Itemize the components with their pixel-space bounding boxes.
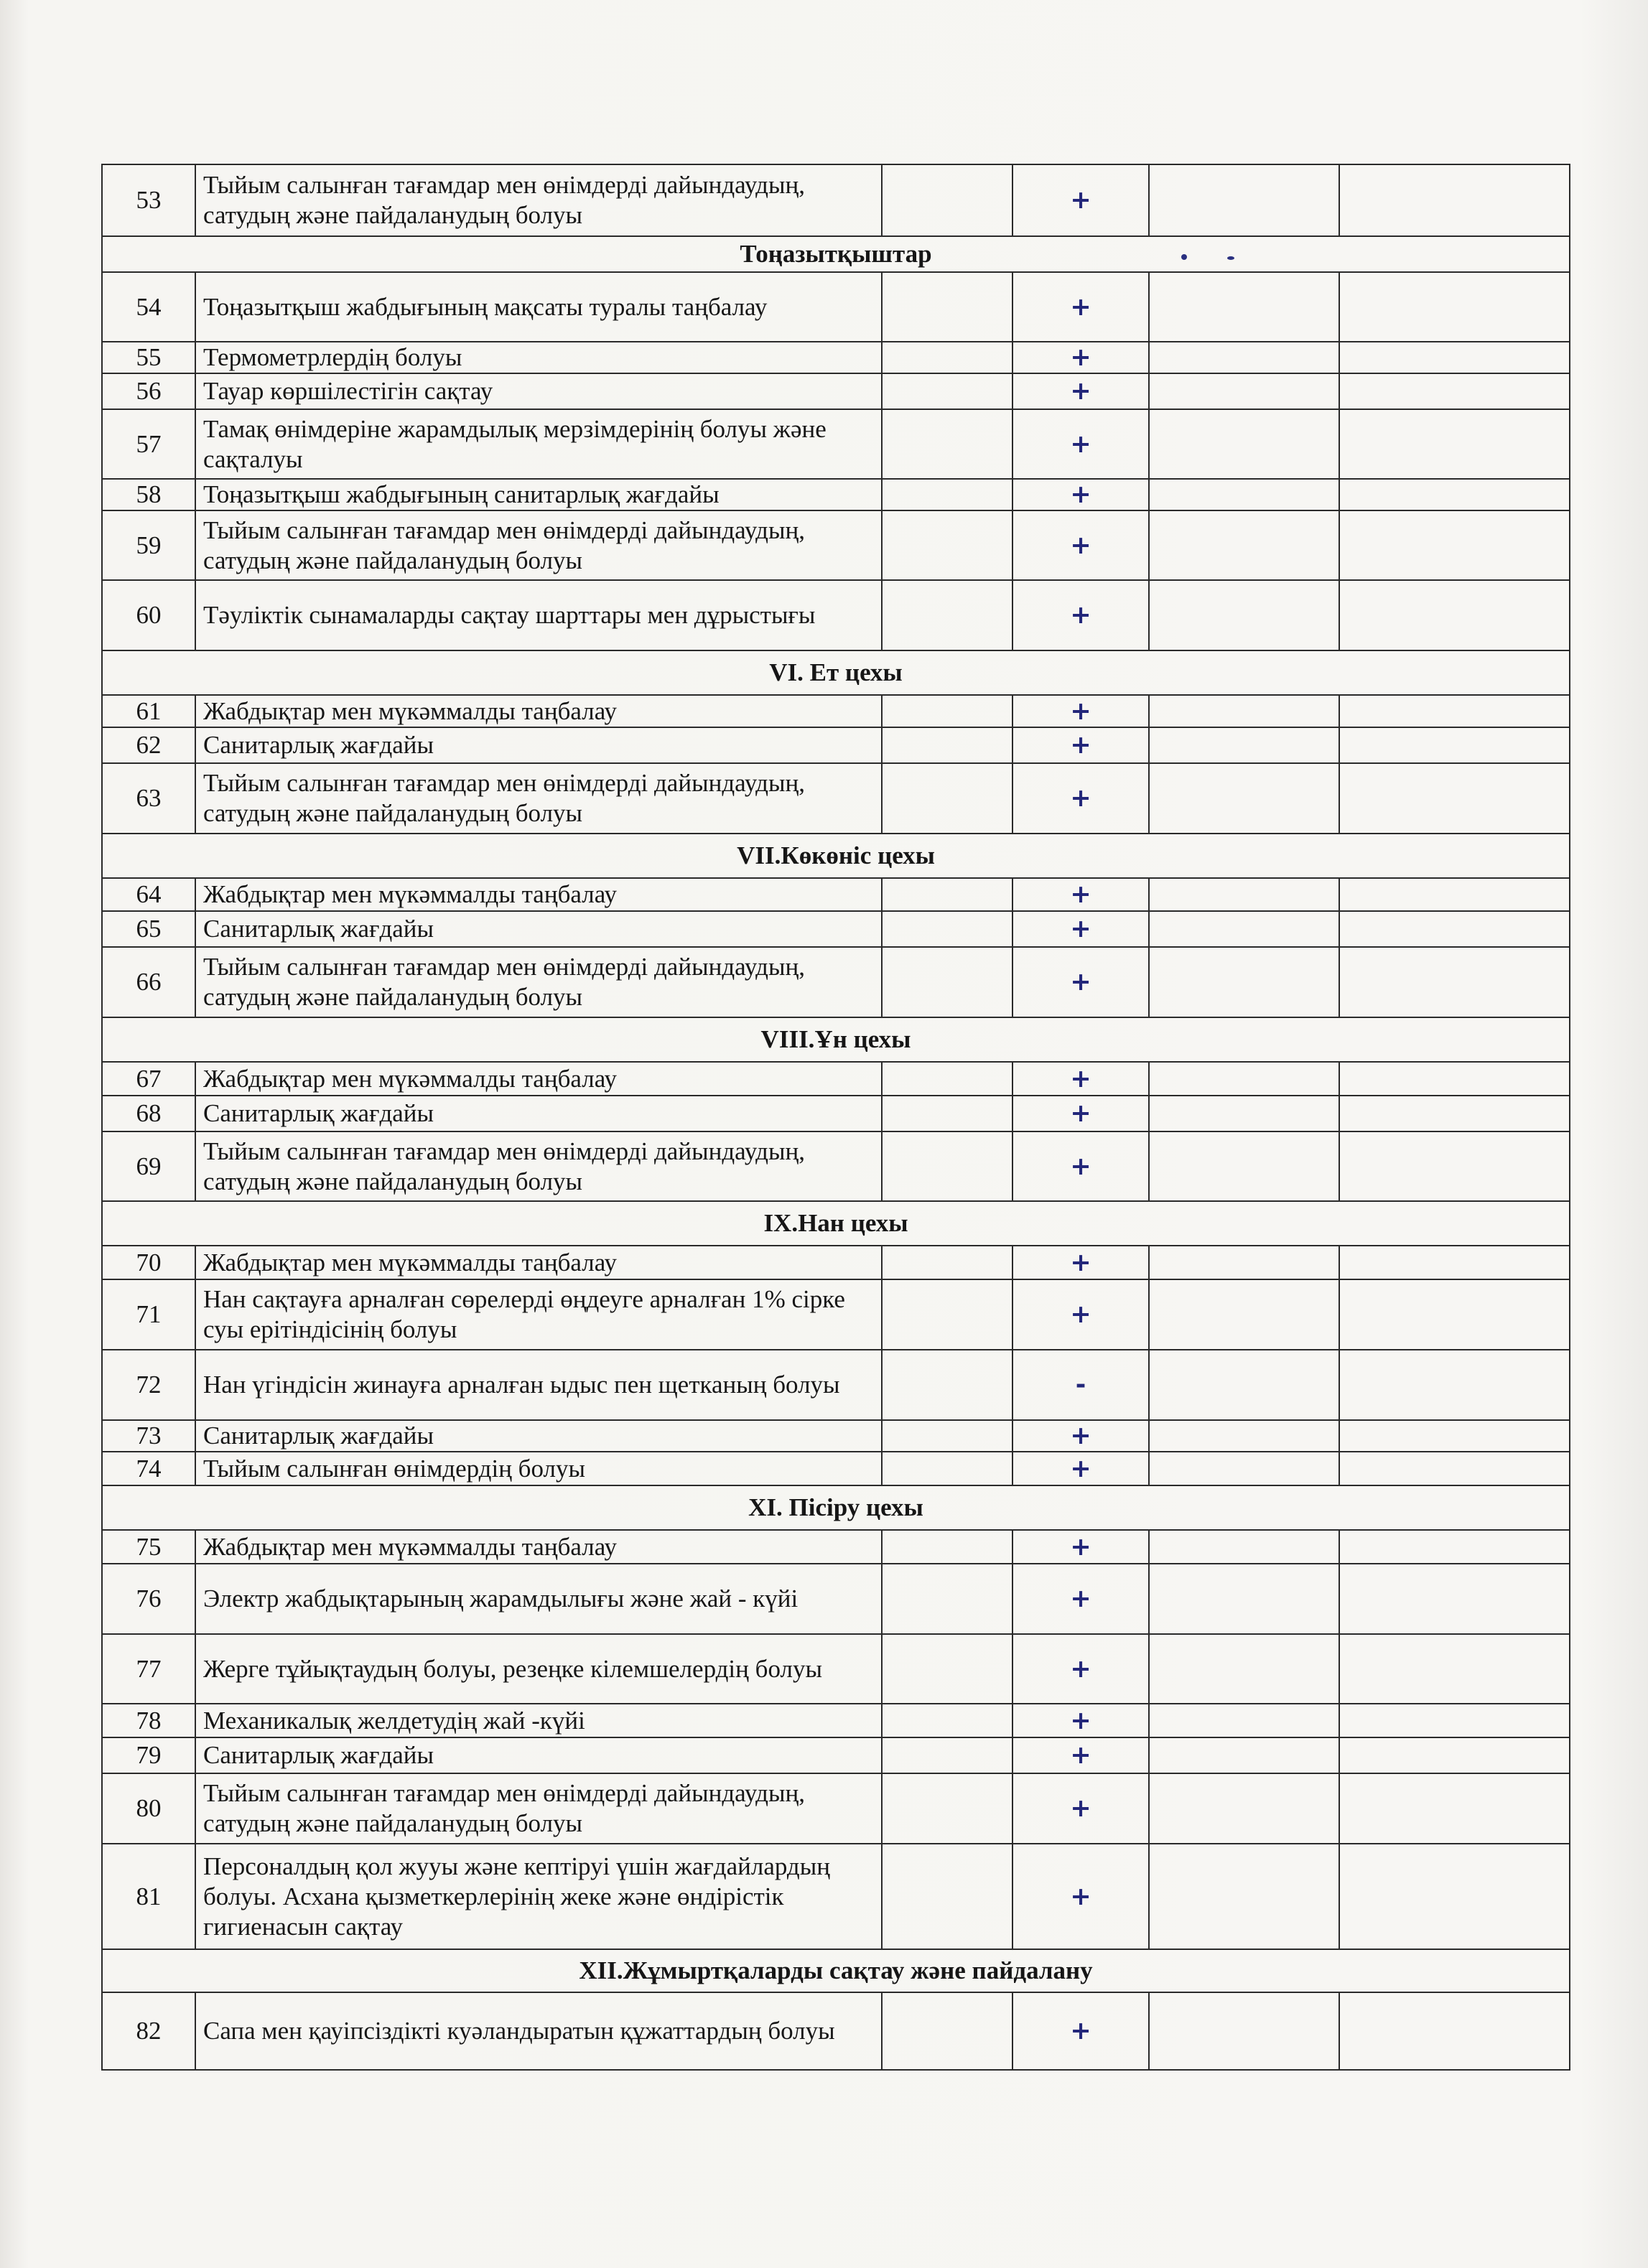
requirement-text: Тоңазытқыш жабдығының мақсаты туралы таңбалау <box>195 272 882 342</box>
item-number: 72 <box>102 1350 195 1420</box>
empty-cell <box>1149 763 1339 834</box>
empty-cell <box>1339 1279 1570 1350</box>
empty-cell <box>882 1634 1012 1704</box>
empty-cell <box>1339 272 1570 342</box>
empty-cell <box>1339 1773 1570 1844</box>
empty-cell <box>1339 342 1570 373</box>
table-row <box>102 580 1570 650</box>
handwritten-mark: + <box>1012 1062 1149 1096</box>
requirement-text: Жерге тұйықтаудың болуы, резеңке кілемшелердің болуы <box>195 1634 882 1704</box>
table-row <box>102 510 1570 580</box>
handwritten-mark: + <box>1012 695 1149 727</box>
section-title: IX.Нан цехы <box>102 1201 1570 1246</box>
empty-cell <box>882 878 1012 911</box>
item-number: 73 <box>102 1420 195 1452</box>
handwritten-mark: + <box>1012 878 1149 911</box>
handwritten-mark: + <box>1012 1704 1149 1737</box>
requirement-text: Персоналдың қол жууы және кептіруі үшін жағдайлардың болуы. Асхана қызметкерлерінің жеке және өндірістік гигиенасын сақтау <box>195 1844 882 1949</box>
section-header-row <box>102 1485 1570 1530</box>
requirement-text: Жабдықтар мен мүкәммалды таңбалау <box>195 695 882 727</box>
handwritten-mark: + <box>1012 164 1149 236</box>
table-row <box>102 727 1570 763</box>
handwritten-mark: + <box>1012 727 1149 763</box>
empty-cell <box>1339 1564 1570 1634</box>
empty-cell <box>1149 1737 1339 1773</box>
handwritten-mark: + <box>1012 1096 1149 1131</box>
requirement-text: Тыйым салынған тағамдар мен өнімдерді дайындаудың, сатудың және пайдаланудың болуы <box>195 947 882 1017</box>
requirement-text: Жабдықтар мен мүкәммалды таңбалау <box>195 878 882 911</box>
empty-cell <box>882 1452 1012 1485</box>
handwritten-mark: + <box>1012 1279 1149 1350</box>
handwritten-mark: + <box>1012 1773 1149 1844</box>
item-number: 62 <box>102 727 195 763</box>
empty-cell <box>882 1420 1012 1452</box>
handwritten-mark: + <box>1012 1131 1149 1201</box>
table-row <box>102 479 1570 510</box>
empty-cell <box>1149 1530 1339 1564</box>
handwritten-mark: + <box>1012 1564 1149 1634</box>
empty-cell <box>882 1246 1012 1279</box>
empty-cell <box>882 373 1012 409</box>
empty-cell <box>1149 272 1339 342</box>
empty-cell <box>882 1773 1012 1844</box>
table-row <box>102 342 1570 373</box>
handwritten-mark: + <box>1012 947 1149 1017</box>
item-number: 68 <box>102 1096 195 1131</box>
empty-cell <box>882 1564 1012 1634</box>
handwritten-mark: + <box>1012 479 1149 510</box>
requirement-text: Механикалық желдетудің жай -күйі <box>195 1704 882 1737</box>
empty-cell <box>1339 409 1570 479</box>
empty-cell <box>1339 1452 1570 1485</box>
empty-cell <box>1339 1420 1570 1452</box>
item-number: 82 <box>102 1992 195 2070</box>
item-number: 60 <box>102 580 195 650</box>
empty-cell <box>1149 342 1339 373</box>
table-row <box>102 1350 1570 1420</box>
handwritten-mark: + <box>1012 342 1149 373</box>
item-number: 66 <box>102 947 195 1017</box>
item-number: 54 <box>102 272 195 342</box>
empty-cell <box>1339 1246 1570 1279</box>
requirement-text: Тыйым салынған тағамдар мен өнімдерді дайындаудың, сатудың және пайдаланудың болуы <box>195 1131 882 1201</box>
empty-cell <box>1339 1350 1570 1420</box>
empty-cell <box>882 1279 1012 1350</box>
empty-cell <box>882 164 1012 236</box>
handwritten-mark: + <box>1012 1420 1149 1452</box>
empty-cell <box>1339 1844 1570 1949</box>
item-number: 58 <box>102 479 195 510</box>
requirement-text: Санитарлық жағдайы <box>195 727 882 763</box>
table-row <box>102 1773 1570 1844</box>
table-row <box>102 1420 1570 1452</box>
requirement-text: Сапа мен қауіпсіздікті куәландыратын құжаттардың болуы <box>195 1992 882 2070</box>
empty-cell <box>1339 1992 1570 2070</box>
item-number: 67 <box>102 1062 195 1096</box>
empty-cell <box>1339 878 1570 911</box>
requirement-text: Тәуліктік сынамаларды сақтау шарттары мен дұрыстығы <box>195 580 882 650</box>
empty-cell <box>1149 1992 1339 2070</box>
empty-cell <box>1339 479 1570 510</box>
requirement-text: Тыйым салынған тағамдар мен өнімдерді дайындаудың, сатудың және пайдаланудың болуы <box>195 510 882 580</box>
empty-cell <box>882 695 1012 727</box>
requirement-text: Тыйым салынған тағамдар мен өнімдерді дайындаудың, сатудың және пайдаланудың болуы <box>195 763 882 834</box>
empty-cell <box>1149 1350 1339 1420</box>
section-title: VI. Ет цехы <box>102 650 1570 695</box>
item-number: 59 <box>102 510 195 580</box>
empty-cell <box>882 1992 1012 2070</box>
empty-cell <box>1339 1737 1570 1773</box>
empty-cell <box>1149 1564 1339 1634</box>
ink-dot <box>1181 254 1187 260</box>
empty-cell <box>1339 727 1570 763</box>
empty-cell <box>882 1062 1012 1096</box>
handwritten-mark: + <box>1012 580 1149 650</box>
empty-cell <box>882 1131 1012 1201</box>
empty-cell <box>1339 911 1570 947</box>
table-row <box>102 1634 1570 1704</box>
requirement-text: Жабдықтар мен мүкәммалды таңбалау <box>195 1246 882 1279</box>
handwritten-mark: + <box>1012 1634 1149 1704</box>
table-row <box>102 878 1570 911</box>
item-number: 56 <box>102 373 195 409</box>
item-number: 65 <box>102 911 195 947</box>
table-row <box>102 1246 1570 1279</box>
table-row <box>102 1564 1570 1634</box>
section-header-row <box>102 834 1570 878</box>
section-header-row <box>102 236 1570 272</box>
requirement-text: Санитарлық жағдайы <box>195 1420 882 1452</box>
handwritten-mark: - <box>1012 1350 1149 1420</box>
table-row <box>102 1992 1570 2070</box>
table-row <box>102 1530 1570 1564</box>
item-number: 61 <box>102 695 195 727</box>
empty-cell <box>1149 695 1339 727</box>
handwritten-mark: + <box>1012 1844 1149 1949</box>
empty-cell <box>882 727 1012 763</box>
section-header-row <box>102 1017 1570 1062</box>
table-row <box>102 373 1570 409</box>
empty-cell <box>882 510 1012 580</box>
empty-cell <box>1339 510 1570 580</box>
handwritten-mark: + <box>1012 1452 1149 1485</box>
item-number: 76 <box>102 1564 195 1634</box>
empty-cell <box>1149 580 1339 650</box>
item-number: 80 <box>102 1773 195 1844</box>
empty-cell <box>1339 580 1570 650</box>
empty-cell <box>1149 373 1339 409</box>
empty-cell <box>1149 1131 1339 1201</box>
section-header-row <box>102 650 1570 695</box>
requirement-text: Санитарлық жағдайы <box>195 1096 882 1131</box>
item-number: 79 <box>102 1737 195 1773</box>
item-number: 53 <box>102 164 195 236</box>
requirement-text: Тыйым салынған өнімдердің болуы <box>195 1452 882 1485</box>
empty-cell <box>1149 911 1339 947</box>
table-row <box>102 1096 1570 1131</box>
empty-cell <box>882 1844 1012 1949</box>
empty-cell <box>882 1704 1012 1737</box>
table-row <box>102 1704 1570 1737</box>
item-number: 57 <box>102 409 195 479</box>
requirement-text: Жабдықтар мен мүкәммалды таңбалау <box>195 1062 882 1096</box>
empty-cell <box>882 1350 1012 1420</box>
section-title: XII.Жұмыртқаларды сақтау және пайдалану <box>102 1949 1570 1992</box>
requirement-text: Термометрлердің болуы <box>195 342 882 373</box>
item-number: 78 <box>102 1704 195 1737</box>
ink-dot <box>1227 256 1234 260</box>
empty-cell <box>1149 1420 1339 1452</box>
empty-cell <box>882 1096 1012 1131</box>
empty-cell <box>882 479 1012 510</box>
handwritten-mark: + <box>1012 409 1149 479</box>
requirement-text: Тауар көршілестігін сақтау <box>195 373 882 409</box>
table-row <box>102 272 1570 342</box>
item-number: 69 <box>102 1131 195 1201</box>
empty-cell <box>882 1530 1012 1564</box>
empty-cell <box>1149 510 1339 580</box>
empty-cell <box>882 580 1012 650</box>
item-number: 63 <box>102 763 195 834</box>
empty-cell <box>1339 1530 1570 1564</box>
empty-cell <box>1149 1246 1339 1279</box>
empty-cell <box>1149 1773 1339 1844</box>
table-row <box>102 947 1570 1017</box>
table-row <box>102 1452 1570 1485</box>
empty-cell <box>1339 1131 1570 1201</box>
empty-cell <box>1149 479 1339 510</box>
item-number: 55 <box>102 342 195 373</box>
requirement-text: Нан үгіндісін жинауға арналған ыдыс пен щетканың болуы <box>195 1350 882 1420</box>
item-number: 75 <box>102 1530 195 1564</box>
table-row <box>102 695 1570 727</box>
section-title: VIII.Ұн цехы <box>102 1017 1570 1062</box>
handwritten-mark: + <box>1012 911 1149 947</box>
empty-cell <box>1339 1096 1570 1131</box>
table-row <box>102 763 1570 834</box>
handwritten-mark: + <box>1012 510 1149 580</box>
handwritten-mark: + <box>1012 1992 1149 2070</box>
item-number: 81 <box>102 1844 195 1949</box>
empty-cell <box>1149 1704 1339 1737</box>
requirement-text: Тыйым салынған тағамдар мен өнімдерді дайындаудың, сатудың және пайдаланудың болуы <box>195 1773 882 1844</box>
empty-cell <box>882 409 1012 479</box>
empty-cell <box>1149 947 1339 1017</box>
handwritten-mark: + <box>1012 373 1149 409</box>
empty-cell <box>1149 1452 1339 1485</box>
item-number: 77 <box>102 1634 195 1704</box>
section-title: Тоңазытқыштар <box>102 236 1570 272</box>
requirement-text: Электр жабдықтарының жарамдылығы және жай - күйі <box>195 1564 882 1634</box>
empty-cell <box>1149 1096 1339 1131</box>
table-row <box>102 1131 1570 1201</box>
empty-cell <box>1339 373 1570 409</box>
empty-cell <box>882 272 1012 342</box>
empty-cell <box>1149 1844 1339 1949</box>
requirement-text: Тоңазытқыш жабдығының санитарлық жағдайы <box>195 479 882 510</box>
handwritten-mark: + <box>1012 763 1149 834</box>
item-number: 70 <box>102 1246 195 1279</box>
handwritten-mark: + <box>1012 272 1149 342</box>
empty-cell <box>882 342 1012 373</box>
section-title: XI. Пісіру цехы <box>102 1485 1570 1530</box>
empty-cell <box>882 947 1012 1017</box>
empty-cell <box>882 1737 1012 1773</box>
requirement-text: Тыйым салынған тағамдар мен өнімдерді дайындаудың, сатудың және пайдаланудың болуы <box>195 164 882 236</box>
handwritten-mark: + <box>1012 1737 1149 1773</box>
requirement-text: Нан сақтауға арналған сөрелерді өңдеуге арналған 1% сірке суы ерітіндісінің болуы <box>195 1279 882 1350</box>
empty-cell <box>882 911 1012 947</box>
item-number: 71 <box>102 1279 195 1350</box>
section-title: VII.Көкөніс цехы <box>102 834 1570 878</box>
empty-cell <box>1149 1634 1339 1704</box>
table-row <box>102 164 1570 236</box>
empty-cell <box>1149 878 1339 911</box>
item-number: 64 <box>102 878 195 911</box>
table-row <box>102 1737 1570 1773</box>
empty-cell <box>1339 1062 1570 1096</box>
requirement-text: Санитарлық жағдайы <box>195 911 882 947</box>
empty-cell <box>1149 164 1339 236</box>
empty-cell <box>1339 1704 1570 1737</box>
requirement-text: Тамақ өнімдеріне жарамдылық мерзімдерінің болуы және сақталуы <box>195 409 882 479</box>
table-row <box>102 1844 1570 1949</box>
empty-cell <box>1149 1062 1339 1096</box>
empty-cell <box>1339 947 1570 1017</box>
table-row <box>102 1062 1570 1096</box>
table-row <box>102 409 1570 479</box>
empty-cell <box>1339 164 1570 236</box>
requirement-text: Санитарлық жағдайы <box>195 1737 882 1773</box>
table-row <box>102 1279 1570 1350</box>
section-header-row <box>102 1949 1570 1992</box>
empty-cell <box>1339 695 1570 727</box>
empty-cell <box>1149 727 1339 763</box>
handwritten-mark: + <box>1012 1246 1149 1279</box>
empty-cell <box>1149 409 1339 479</box>
item-number: 74 <box>102 1452 195 1485</box>
section-header-row <box>102 1201 1570 1246</box>
empty-cell <box>882 763 1012 834</box>
table-row <box>102 911 1570 947</box>
empty-cell <box>1339 1634 1570 1704</box>
empty-cell <box>1339 763 1570 834</box>
inspection-checklist-table <box>101 164 1570 2071</box>
requirement-text: Жабдықтар мен мүкәммалды таңбалау <box>195 1530 882 1564</box>
handwritten-mark: + <box>1012 1530 1149 1564</box>
empty-cell <box>1149 1279 1339 1350</box>
